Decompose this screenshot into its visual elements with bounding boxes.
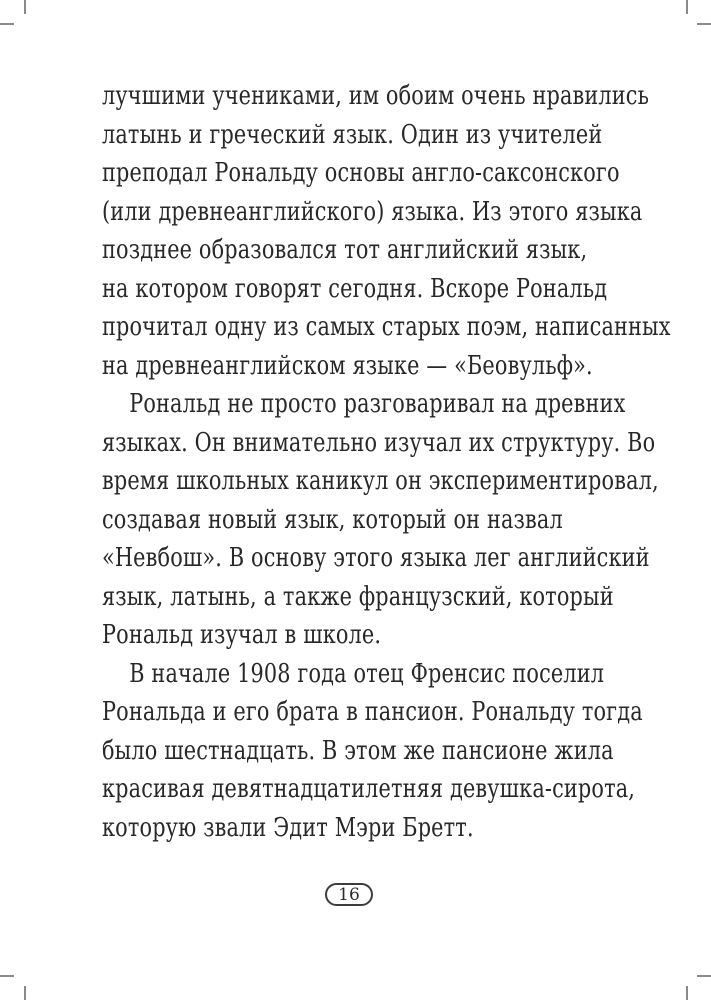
text-line: позднее образовался тот английский язык, (102, 235, 588, 265)
text-line: красивая девятнадцатилетняя девушка-сирота, (102, 774, 636, 804)
text-line: лучшими учениками, им обоим очень нравились (102, 81, 650, 111)
crop-mark-bottom-right-vertical (686, 986, 688, 1000)
text-line: на котором говорят сегодня. Вскоре Рональд (102, 273, 608, 304)
text-line: Рональд изучал в школе. (102, 620, 382, 650)
crop-mark-top-right-vertical (686, 0, 688, 14)
text-line: Рональда и его брата в пансион. Рональду тогда (102, 697, 643, 727)
crop-mark-top-left-vertical (24, 0, 26, 14)
text-line: «Невбош». В основу этого языка лег английский (102, 543, 650, 573)
paragraph (102, 385, 659, 655)
text-line: было шестнадцать. В этом же пансионе жила (102, 735, 614, 766)
crop-mark-bottom-left-vertical (24, 986, 26, 1000)
text-line: создавая новый язык, который он назвал (102, 504, 563, 535)
text-line: языках. Он внимательно изучал их структуру. Во (102, 427, 656, 458)
text-line: преподал Рональду основы англо-саксонского (102, 158, 620, 188)
text-line: время школьных каникул он экспериментировал, (102, 466, 659, 496)
text-block (102, 77, 671, 847)
page-number-badge (325, 883, 373, 906)
text-line: которую звали Эдит Мэри Бретт. (102, 812, 474, 843)
crop-mark-top-right-horizontal (697, 23, 711, 25)
text-line: (или древнеанглийского) языка. Из этого языка (102, 196, 643, 227)
paragraph (102, 77, 671, 385)
text-line: Рональд не просто разговаривал на древних (129, 389, 626, 419)
text-line: прочитал одну из самых старых поэм, написанных (102, 312, 671, 342)
crop-mark-bottom-left-horizontal (0, 975, 14, 977)
page-number: 16 (338, 884, 360, 905)
text-line: латынь и греческий язык. Один из учителей (102, 119, 603, 150)
text-line: В начале 1908 года отец Френсис поселил (129, 658, 605, 689)
crop-mark-bottom-right-horizontal (697, 975, 711, 977)
crop-mark-top-left-horizontal (0, 23, 14, 25)
text-line: язык, латынь, а также французский, который (102, 581, 614, 612)
text-line: на древнеанглийском языке — «Беовульф». (102, 350, 593, 381)
paragraph (102, 655, 643, 848)
